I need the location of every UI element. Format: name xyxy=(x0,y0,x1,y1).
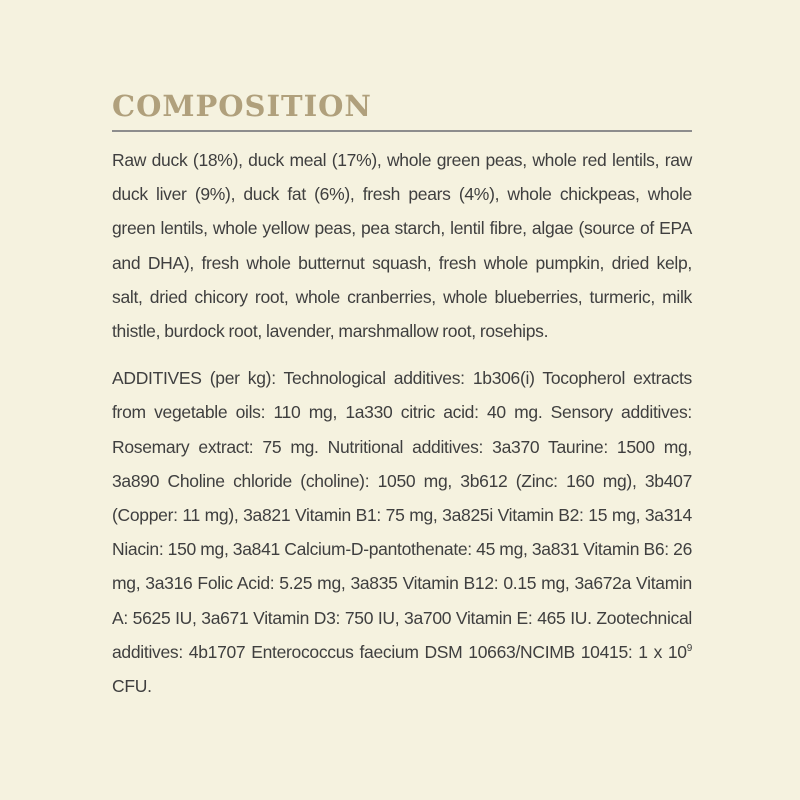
ingredients-paragraph: Raw duck (18%), duck meal (17%), whole green peas, whole red lentils, raw duck liver (9%), duck fat (6%), fresh pears (4%), whole chickpeas, whole green lentils, whole yellow peas, pea starch, lentil fibre, algae (source of EPA and DHA), fresh whole butternut squash, fresh whole pumpkin, dried kelp, salt, dried chicory root, whole cranberries, whole blueberries, turmeric, milk thistle, burdock root, lavender, marshmallow root, rosehips. xyxy=(112,150,692,342)
composition-panel xyxy=(112,88,692,703)
title-divider xyxy=(112,130,692,132)
additives-paragraph xyxy=(112,361,692,703)
cfu-exponent: 9 xyxy=(686,643,692,655)
additives-text: ADDITIVES (per kg): Technological additives: 1b306(i) Tocopherol extracts from vegetable oils: 110 mg, 1a330 citric acid: 40 mg. Sensory additives: Rosemary extract: 75 mg. Nutritional additives: 3a370 Taurine: 1500 mg, 3a890 Choline chloride (choline): 1050 mg, 3b612 (Zinc: 160 mg), 3b407 (Copper: 11 mg), 3a821 Vitamin B1: 75 mg, 3a825i Vitamin B2: 15 mg, 3a314 Niacin: 150 mg, 3a841 Calcium-D-pantothenate: 45 mg, 3a831 Vitamin B6: 26 mg, 3a316 Folic Acid: 5.25 mg, 3a835 Vitamin B12: 0.15 mg, 3a672a Vitamin A: 5625 IU, 3a671 Vitamin D3: 750 IU, 3a700 Vitamin E: 465 IU. Zootechnical additives: 4b1707 Enterococcus faecium DSM 10663/NCIMB 10415: 1 x 10 xyxy=(112,368,692,662)
cfu-unit: CFU. xyxy=(112,676,152,697)
section-title: COMPOSITION xyxy=(112,89,372,123)
